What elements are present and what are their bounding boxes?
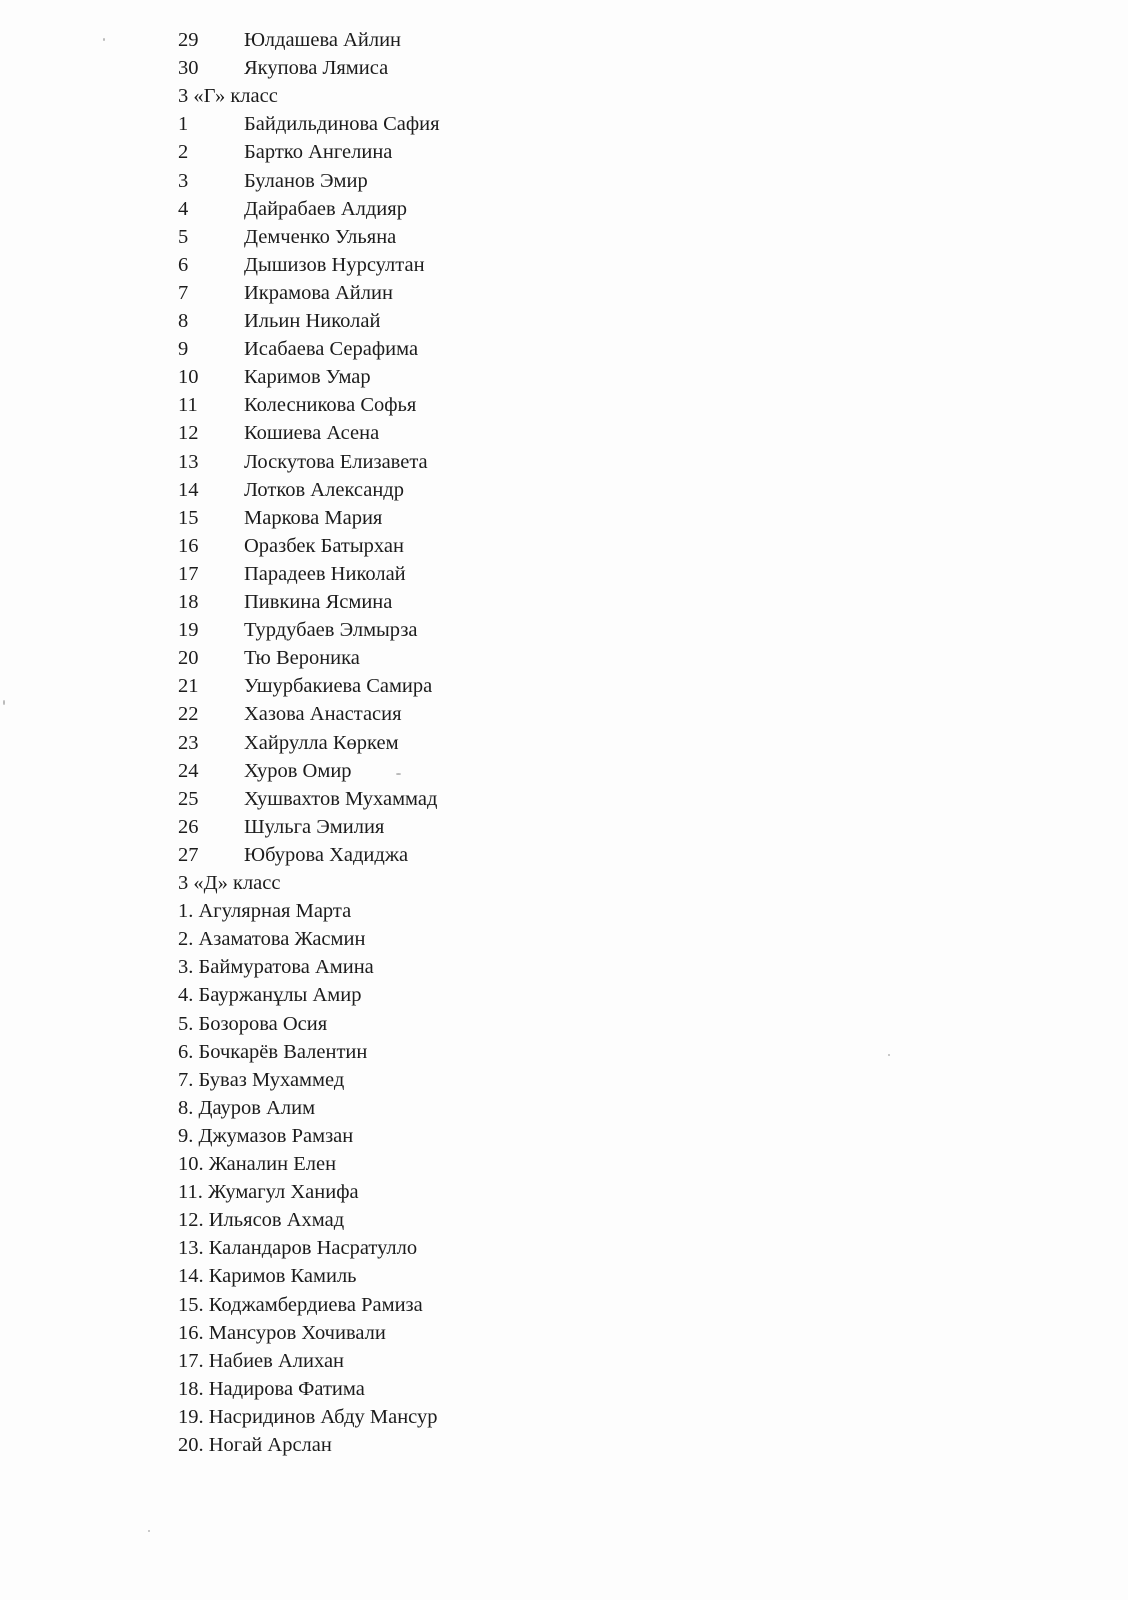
student-name: Тю Вероника xyxy=(244,647,360,670)
scan-speck xyxy=(148,1530,150,1532)
list-item: 16. Мансуров Хочивали xyxy=(178,1321,386,1344)
row-number: 5 xyxy=(178,225,189,248)
student-name: Демченко Ульяна xyxy=(244,225,397,248)
class-heading-g: 3 «Г» класс xyxy=(178,85,278,108)
class-heading-d: 3 «Д» класс xyxy=(178,872,281,894)
student-name: Шульга Эмилия xyxy=(244,815,385,838)
list-item: 5. Бозорова Осия xyxy=(178,1012,328,1035)
row-number: 1 xyxy=(178,113,189,136)
student-name: Якупова Лямиса xyxy=(244,57,389,80)
student-name: Байдильдинова Сафия xyxy=(244,113,440,136)
row-number: 11 xyxy=(178,394,198,417)
row-number: 2 xyxy=(178,141,189,164)
list-item: 20. Ногай Арслан xyxy=(178,1434,332,1456)
list-item: 3. Баймуратова Амина xyxy=(178,956,374,979)
list-item: 10. Жаналин Елен xyxy=(178,1153,337,1175)
student-name: Икрамова Айлин xyxy=(244,281,393,304)
student-name: Юлдашева Айлин xyxy=(244,29,402,51)
student-name: Лоскутова Елизавета xyxy=(244,450,428,473)
student-name: Оразбек Батырхан xyxy=(244,534,404,557)
list-item: 9. Джумазов Рамзан xyxy=(178,1124,354,1147)
row-number: 8 xyxy=(178,310,189,332)
row-number: 3 xyxy=(178,169,189,192)
list-item: 13. Каландаров Насратулло xyxy=(178,1237,418,1260)
student-name: Парадеев Николай xyxy=(244,562,406,585)
scan-speck xyxy=(888,1054,890,1056)
student-name: Лотков Александр xyxy=(244,478,404,501)
list-item: 11. Жумагул Ханифа xyxy=(178,1181,359,1204)
list-item: 19. Насридинов Абду Мансур xyxy=(178,1405,438,1428)
row-number: 25 xyxy=(178,787,199,810)
list-item: 1. Агулярная Марта xyxy=(178,900,352,923)
row-number: 4 xyxy=(178,197,189,220)
student-name: Юбурова Хадиджа xyxy=(244,843,409,866)
row-number: 18 xyxy=(178,591,199,613)
row-number: 13 xyxy=(178,450,199,473)
student-name: Хушвахтов Мухаммад xyxy=(244,787,438,810)
list-item: 2. Азаматова Жасмин xyxy=(178,928,366,951)
row-number: 17 xyxy=(178,562,199,585)
list-item: 18. Надирова Фатима xyxy=(178,1377,365,1400)
row-number: 16 xyxy=(178,534,199,557)
student-name: Турдубаев Элмырза xyxy=(244,619,418,642)
student-name: Исабаева Серафима xyxy=(244,338,419,361)
list-item: 15. Коджамбердиева Рамиза xyxy=(178,1293,423,1316)
row-number: 20 xyxy=(178,647,199,670)
row-number: 26 xyxy=(178,815,199,838)
list-item: 8. Дауров Алим xyxy=(178,1096,316,1119)
student-name: Дышизов Нурсултан xyxy=(244,253,425,276)
student-name: Кошиева Асена xyxy=(244,422,380,445)
row-number: 23 xyxy=(178,731,199,754)
scan-speck xyxy=(103,38,105,41)
student-name: Хуров Омир xyxy=(244,759,352,782)
student-name: Дайрабаев Алдияр xyxy=(244,197,407,220)
list-item: 4. Бауржанұлы Амир xyxy=(178,984,362,1007)
student-name: Хайрулла Көркем xyxy=(244,731,399,754)
student-name: Хазова Анастасия xyxy=(244,703,402,726)
list-item: 7. Бувaз Мухаммед xyxy=(178,1068,345,1091)
row-number: 7 xyxy=(178,281,189,304)
list-item: 17. Набиев Алихан xyxy=(178,1349,345,1372)
list-item: 12. Ильясов Ахмад xyxy=(178,1209,345,1232)
row-number: 24 xyxy=(178,759,199,782)
list-item: 6. Бочкарёв Валентин xyxy=(178,1040,368,1063)
row-number: 29 xyxy=(178,29,199,51)
row-number: 6 xyxy=(178,253,189,276)
student-name: Пивкина Ясмина xyxy=(244,591,393,613)
student-name: Ушурбакиева Самира xyxy=(244,675,433,698)
student-name: Каримов Умар xyxy=(244,366,371,389)
scan-speck xyxy=(3,700,5,705)
student-name: Буланов Эмир xyxy=(244,169,368,192)
row-number: 30 xyxy=(178,57,199,80)
student-name: Ильин Николай xyxy=(244,310,381,332)
student-name: Колесникова Софья xyxy=(244,394,417,417)
row-number: 9 xyxy=(178,338,189,361)
row-number: 19 xyxy=(178,619,199,642)
row-number: 21 xyxy=(178,675,199,698)
list-item: 14. Каримов Камиль xyxy=(178,1265,357,1288)
row-number: 22 xyxy=(178,703,199,726)
row-number: 10 xyxy=(178,366,199,389)
student-name: Маркова Мария xyxy=(244,506,383,529)
row-number: 27 xyxy=(178,843,199,866)
scan-speck xyxy=(396,773,401,775)
row-number: 15 xyxy=(178,506,199,529)
row-number: 14 xyxy=(178,478,199,501)
student-name: Бартко Ангелина xyxy=(244,141,393,164)
row-number: 12 xyxy=(178,422,199,445)
